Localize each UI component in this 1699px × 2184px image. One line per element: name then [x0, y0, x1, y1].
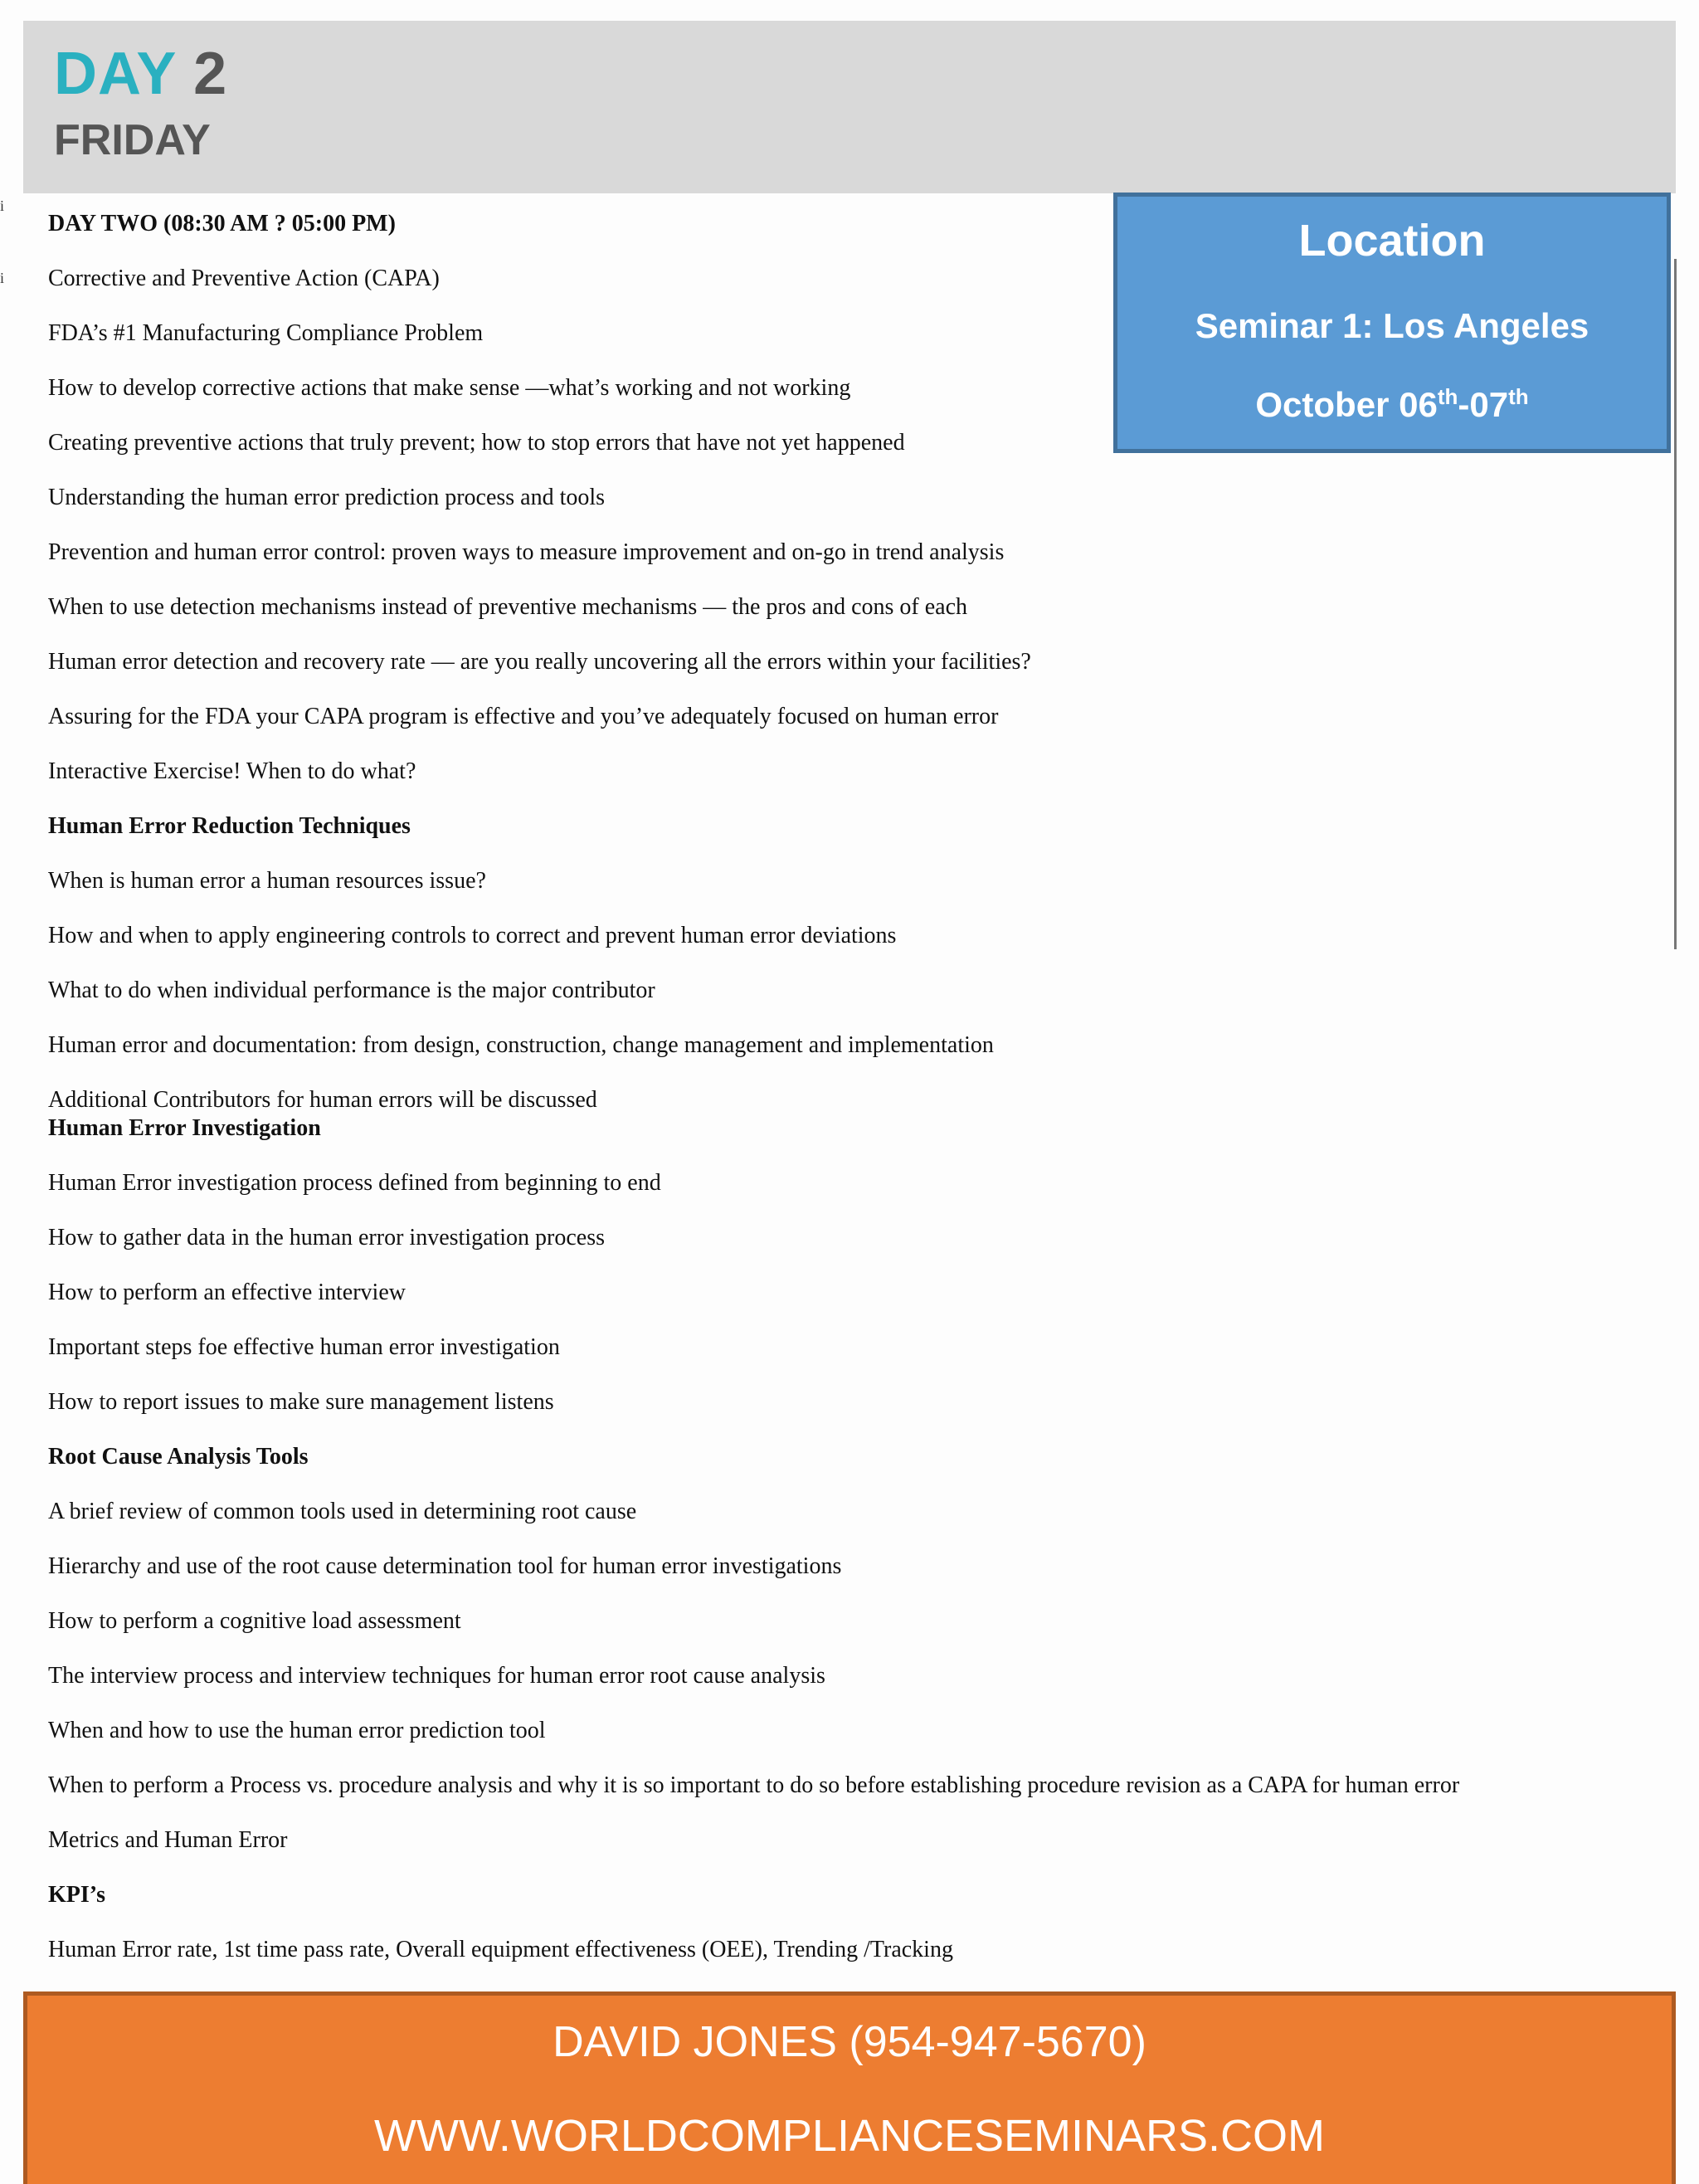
- agenda-item: Human Error rate, 1st time pass rate, Overall equipment effectiveness (OEE), Trending /Tracking: [48, 1937, 953, 1962]
- agenda-item: Important steps foe effective human error investigation: [48, 1334, 560, 1360]
- agenda-item: Interactive Exercise! When to do what?: [48, 758, 416, 784]
- weekday-label: FRIDAY: [54, 116, 211, 164]
- agenda-item: How to gather data in the human error investigation process: [48, 1225, 606, 1250]
- location-box: [1113, 193, 1671, 453]
- contact-name-phone: DAVID JONES (954-947-5670): [553, 2018, 1146, 2066]
- day-number: 2: [193, 41, 228, 107]
- day-word: DAY: [54, 41, 177, 107]
- dates-sup-2: th: [1508, 384, 1529, 409]
- agenda-item: When and how to use the human error prediction tool: [48, 1718, 546, 1743]
- margin-marker: i: [0, 197, 5, 214]
- agenda-item: A brief review of common tools used in determining root cause: [48, 1499, 637, 1524]
- margin-marker: i: [0, 270, 5, 286]
- section-heading: KPI’s: [48, 1882, 105, 1908]
- section-heading: Root Cause Analysis Tools: [48, 1444, 309, 1470]
- agenda-item: Human Error investigation process defined from beginning to end: [48, 1170, 661, 1196]
- agenda-item: Corrective and Preventive Action (CAPA): [48, 266, 440, 291]
- agenda-item: Understanding the human error prediction process and tools: [48, 485, 606, 510]
- seminar-dates: [1117, 384, 1667, 425]
- day-heading: [54, 41, 228, 107]
- contact-footer: [23, 1991, 1676, 2184]
- agenda-item: Human error detection and recovery rate — are you really uncovering all the errors within your facilities?: [48, 649, 1031, 675]
- agenda-item: When to perform a Process vs. procedure analysis and why it is so important to do so before establishing procedure revision as a CAPA for human error: [48, 1772, 1460, 1798]
- agenda-item: Hierarchy and use of the root cause determination tool for human error investigations: [48, 1553, 842, 1579]
- section-heading: Human Error Investigation: [48, 1115, 321, 1141]
- agenda-item: Assuring for the FDA your CAPA program is effective and you’ve adequately focused on human error: [48, 704, 999, 729]
- dates-sup-1: th: [1437, 384, 1458, 409]
- agenda-item: Additional Contributors for human errors will be discussed: [48, 1087, 597, 1113]
- agenda-item: What to do when individual performance is the major contributor: [48, 977, 655, 1003]
- agenda-item: Metrics and Human Error: [48, 1827, 288, 1853]
- agenda-item: Human error and documentation: from design, construction, change management and implementation: [48, 1032, 994, 1058]
- section-heading: DAY TWO (08:30 AM ? 05:00 PM): [48, 211, 396, 236]
- agenda-item: Prevention and human error control: proven ways to measure improvement and on-go in trend analysis: [48, 539, 1005, 565]
- agenda-item: How and when to apply engineering controls to correct and prevent human error deviations: [48, 923, 897, 948]
- day-header: [23, 21, 1676, 193]
- agenda-item: How to report issues to make sure management listens: [48, 1389, 554, 1415]
- agenda-item: When is human error a human resources issue?: [48, 868, 486, 894]
- location-title: Location: [1298, 216, 1486, 266]
- vertical-divider: [1674, 259, 1677, 949]
- dates-mid: -07: [1458, 385, 1509, 424]
- website-link[interactable]: WWW.WORLDCOMPLIANCESEMINARS.COM: [373, 2111, 1326, 2161]
- agenda-item: How to perform an effective interview: [48, 1280, 406, 1305]
- section-heading: Human Error Reduction Techniques: [48, 813, 411, 839]
- agenda-item: When to use detection mechanisms instead of preventive mechanisms — the pros and cons of each: [48, 594, 967, 620]
- agenda-item: Creating preventive actions that truly prevent; how to stop errors that have not yet happened: [48, 430, 905, 456]
- seminar-city: Seminar 1: Los Angeles: [1195, 306, 1589, 345]
- dates-prefix: October 06: [1255, 385, 1438, 424]
- agenda-item: How to perform a cognitive load assessment: [48, 1608, 461, 1634]
- agenda-item: How to develop corrective actions that make sense —what’s working and not working: [48, 375, 851, 401]
- agenda-item: The interview process and interview techniques for human error root cause analysis: [48, 1663, 825, 1689]
- agenda-item: FDA’s #1 Manufacturing Compliance Problem: [48, 320, 484, 346]
